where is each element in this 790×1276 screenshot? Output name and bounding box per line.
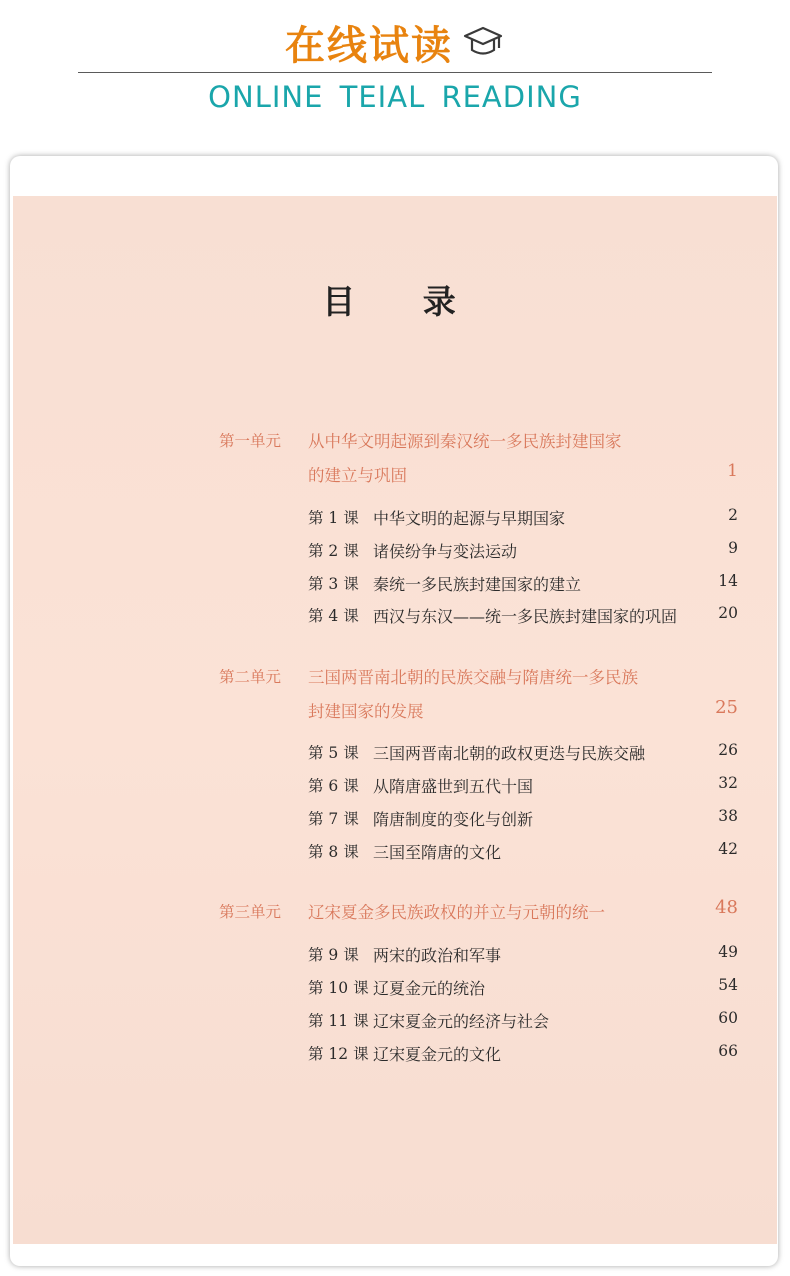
lesson-number: 第 12 课 bbox=[308, 1045, 369, 1063]
lesson-number: 第 3 课 bbox=[308, 575, 359, 593]
lesson-page-number: 42 bbox=[718, 840, 738, 858]
lesson-number: 第 4 课 bbox=[308, 607, 359, 625]
lesson-title: 中华文明的起源与早期国家 bbox=[373, 509, 566, 528]
unit-page-number: 25 bbox=[715, 697, 738, 718]
lesson-page-number: 9 bbox=[728, 539, 738, 557]
lesson-page-number: 32 bbox=[718, 774, 738, 792]
lesson-title: 辽宋夏金元的经济与社会 bbox=[373, 1012, 550, 1031]
toc-title: 目 录 bbox=[322, 282, 484, 321]
lesson-number: 第 6 课 bbox=[308, 777, 359, 795]
unit-page-number: 1 bbox=[727, 461, 738, 481]
lesson-title: 从隋唐盛世到五代十国 bbox=[373, 777, 534, 796]
unit-title-line: 的建立与巩固 bbox=[308, 466, 407, 485]
lesson-title: 三国两晋南北朝的政权更迭与民族交融 bbox=[373, 744, 646, 763]
lesson-page-number: 60 bbox=[718, 1009, 738, 1027]
lesson-page-number: 66 bbox=[718, 1042, 738, 1060]
unit-label: 第一单元 bbox=[219, 432, 282, 450]
unit-label: 第二单元 bbox=[219, 668, 282, 686]
lesson-page-number: 38 bbox=[718, 807, 738, 825]
graduation-cap-icon bbox=[461, 22, 505, 62]
lesson-number: 第 11 课 bbox=[308, 1012, 369, 1030]
unit-label: 第三单元 bbox=[219, 903, 282, 921]
lesson-number: 第 7 课 bbox=[308, 810, 359, 828]
lesson-number: 第 9 课 bbox=[308, 946, 359, 964]
lesson-number: 第 10 课 bbox=[308, 979, 369, 997]
lesson-title: 诸侯纷争与变法运动 bbox=[373, 542, 518, 561]
lesson-number: 第 5 课 bbox=[308, 744, 359, 762]
lesson-page-number: 2 bbox=[728, 506, 738, 524]
lesson-page-number: 49 bbox=[718, 943, 738, 961]
lesson-page-number: 14 bbox=[718, 572, 738, 590]
unit-title-line: 封建国家的发展 bbox=[308, 702, 424, 721]
unit-title-line: 从中华文明起源到秦汉统一多民族封建国家 bbox=[308, 432, 622, 451]
lesson-page-number: 26 bbox=[718, 741, 738, 759]
header-subtitle: ONLINE TEIAL READING bbox=[208, 80, 582, 114]
lesson-title: 西汉与东汉——统一多民族封建国家的巩固 bbox=[373, 607, 678, 626]
lesson-title: 隋唐制度的变化与创新 bbox=[373, 810, 534, 829]
lesson-title: 三国至隋唐的文化 bbox=[373, 843, 502, 862]
header-title-row bbox=[0, 14, 790, 70]
header-divider bbox=[78, 72, 712, 73]
unit-title-line: 三国两晋南北朝的民族交融与隋唐统一多民族 bbox=[308, 668, 638, 687]
lesson-title: 秦统一多民族封建国家的建立 bbox=[373, 575, 582, 594]
lesson-title: 辽宋夏金元的文化 bbox=[373, 1045, 502, 1064]
lesson-title: 辽夏金元的统治 bbox=[373, 979, 486, 998]
lesson-number: 第 2 课 bbox=[308, 542, 359, 560]
header-title: 在线试读 bbox=[285, 22, 453, 69]
lesson-page-number: 20 bbox=[718, 604, 738, 622]
lesson-number: 第 1 课 bbox=[308, 509, 359, 527]
unit-title-line: 辽宋夏金多民族政权的并立与元朝的统一 bbox=[308, 903, 605, 922]
lesson-title: 两宋的政治和军事 bbox=[373, 946, 502, 965]
lesson-number: 第 8 课 bbox=[308, 843, 359, 861]
lesson-page-number: 54 bbox=[718, 976, 738, 994]
unit-page-number: 48 bbox=[715, 897, 738, 918]
